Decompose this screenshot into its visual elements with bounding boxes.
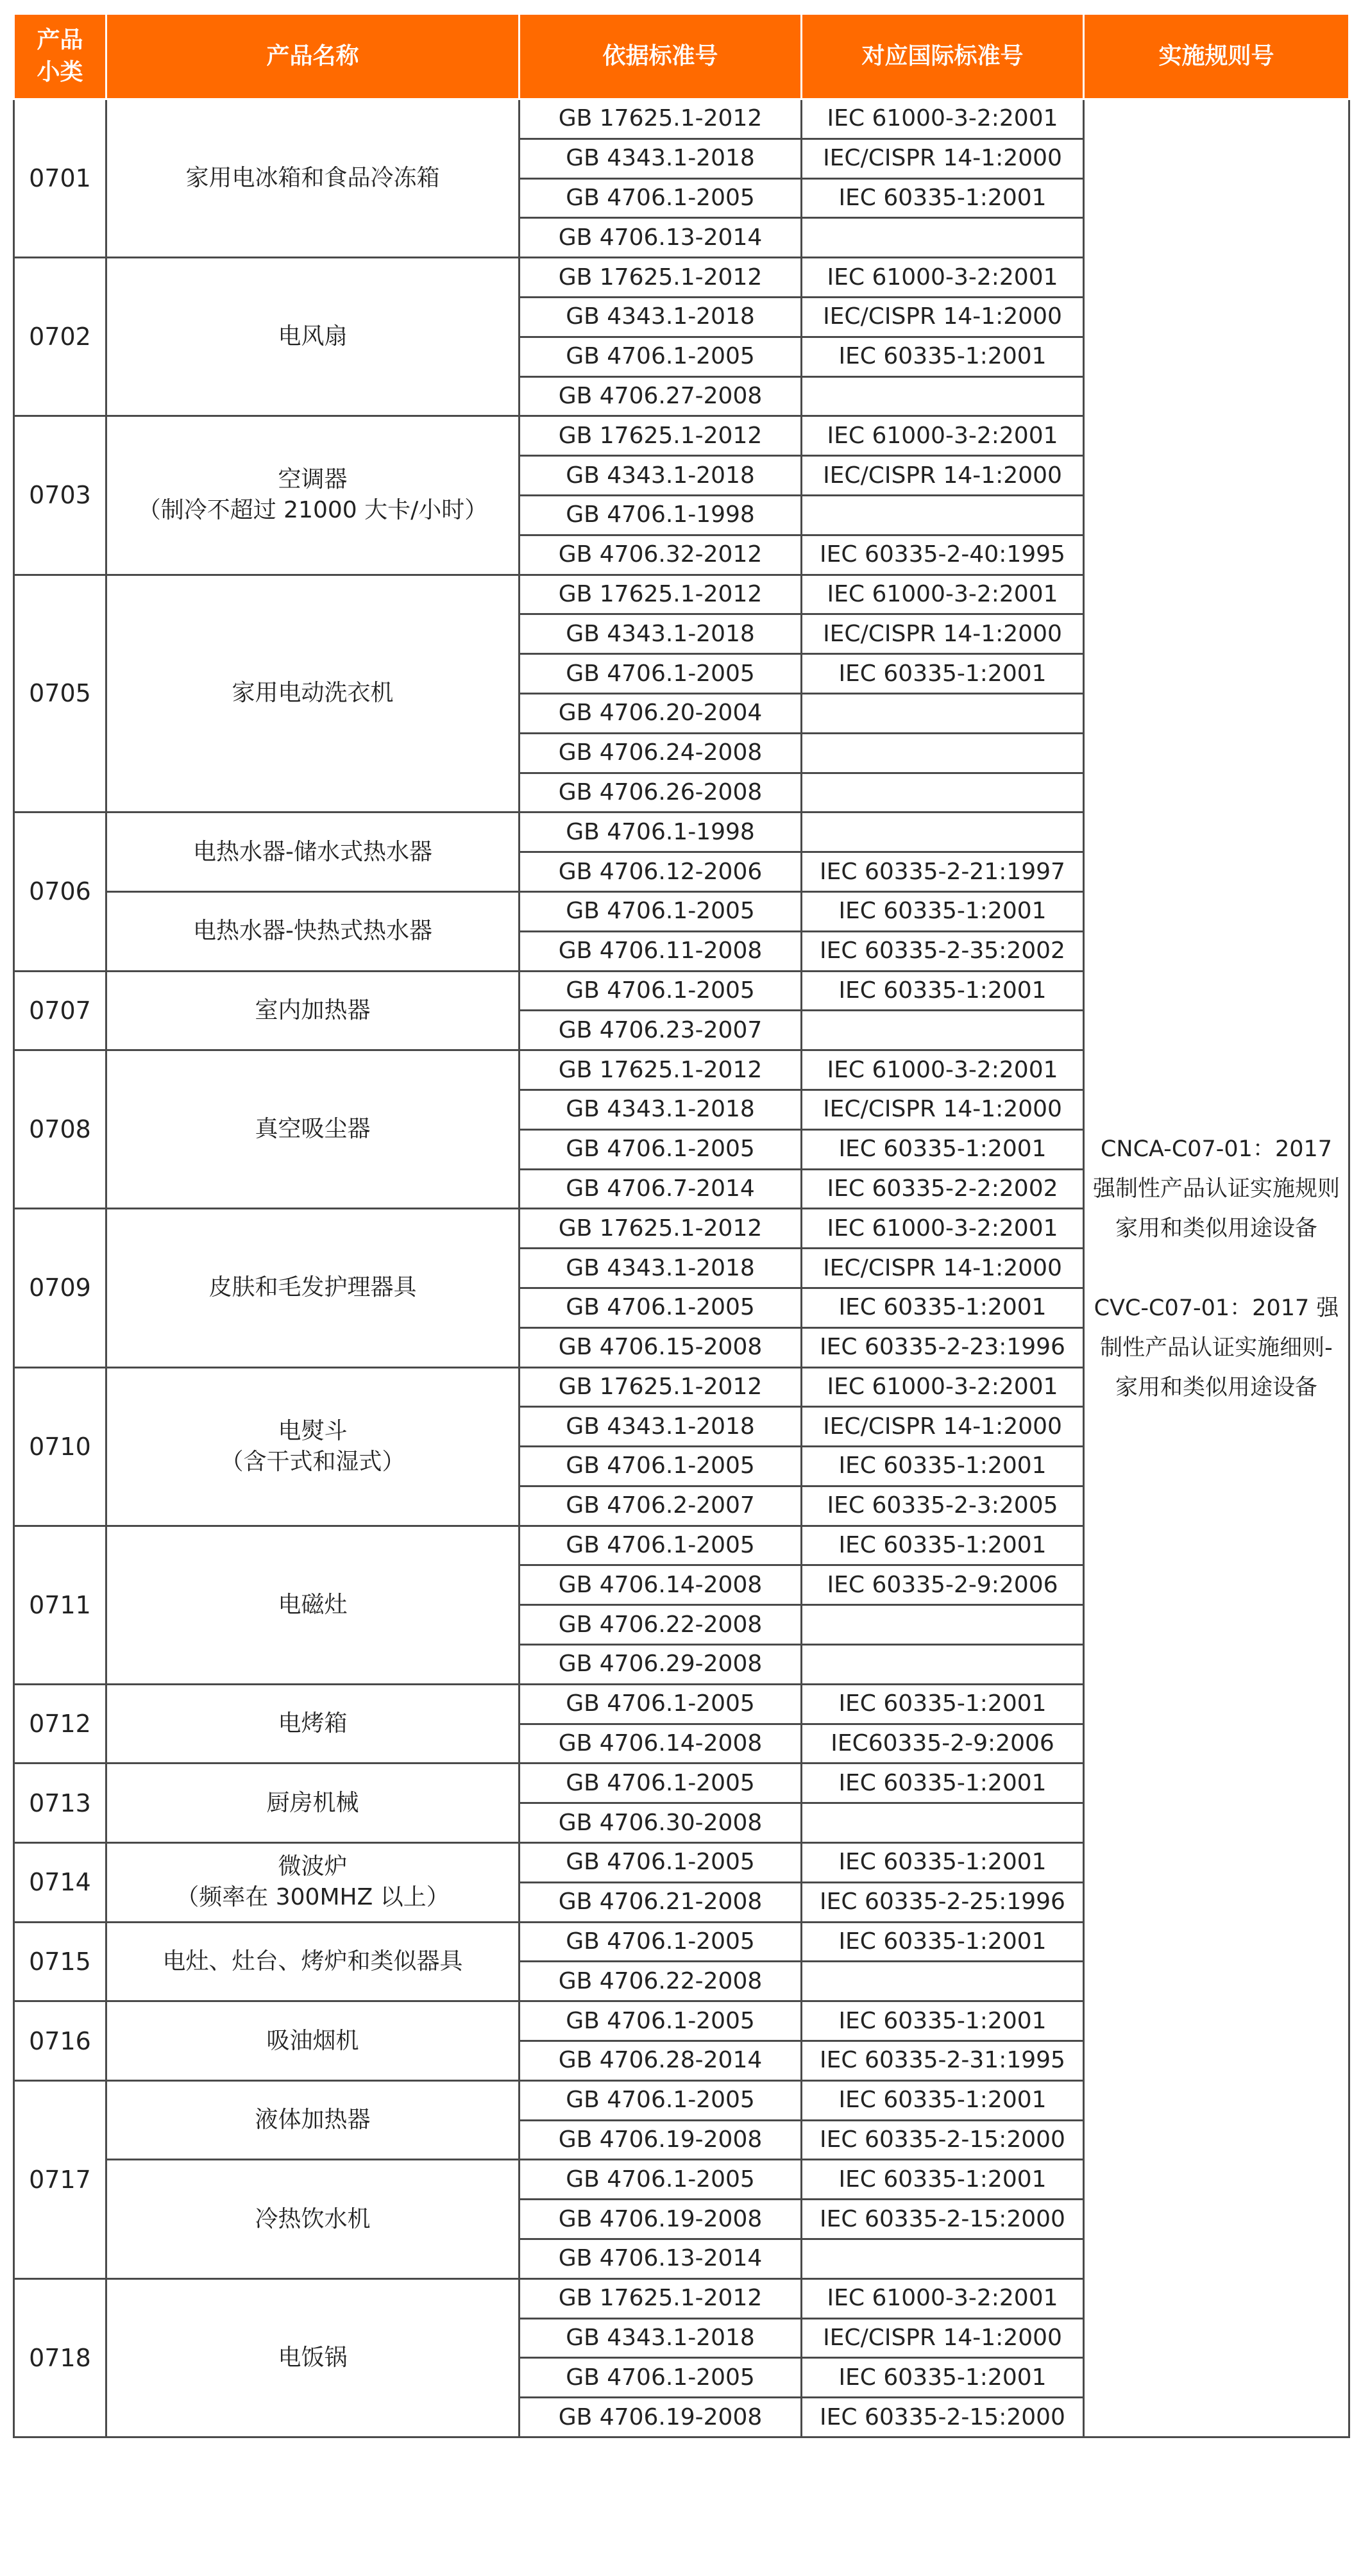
header-gb-standard: 依据标准号 — [520, 14, 802, 99]
gb-standard-cell: GB 4706.26-2008 — [520, 773, 802, 812]
category-code: 0712 — [14, 1684, 106, 1764]
product-name — [106, 812, 520, 892]
iec-standard-cell: IEC 60335-2-21:1997 — [802, 852, 1084, 892]
rule-paragraph-1: CNCA-C07-01：2017 强制性产品认证实施规则家用和类似用途设备 — [1092, 1136, 1340, 1242]
iec-standard-cell: IEC/CISPR 14-1:2000 — [802, 614, 1084, 654]
gb-standard-cell: GB 4706.15-2008 — [520, 1327, 802, 1367]
product-name-line: 冷热饮水机 — [255, 2205, 371, 2232]
gb-standard-cell: GB 4706.1-2005 — [520, 1447, 802, 1486]
gb-standard-cell: GB 4706.1-1998 — [520, 812, 802, 852]
category-code: 0708 — [14, 1050, 106, 1209]
product-name-line: （频率在 300MHZ 以上） — [176, 1884, 450, 1911]
product-name-line: 家用电动洗衣机 — [232, 680, 394, 707]
table-row — [14, 99, 1349, 139]
iec-standard-cell: IEC 60335-1:2001 — [802, 1129, 1084, 1169]
gb-standard-cell: GB 17625.1-2012 — [520, 1367, 802, 1407]
gb-standard-cell: GB 17625.1-2012 — [520, 575, 802, 614]
iec-standard-cell: IEC 60335-1:2001 — [802, 2358, 1084, 2398]
gb-standard-cell: GB 4706.1-2005 — [520, 1526, 802, 1565]
iec-standard-cell — [802, 495, 1084, 535]
iec-standard-cell — [802, 1011, 1084, 1050]
product-name — [106, 1684, 520, 1764]
gb-standard-cell: GB 4706.1-2005 — [520, 1288, 802, 1327]
iec-standard-cell: IEC 60335-2-15:2000 — [802, 2120, 1084, 2160]
gb-standard-cell: GB 4706.1-2005 — [520, 1843, 802, 1883]
iec-standard-cell: IEC 61000-3-2:2001 — [802, 1050, 1084, 1090]
product-name — [106, 1367, 520, 1526]
iec-standard-cell: IEC/CISPR 14-1:2000 — [802, 456, 1084, 496]
rule-paragraph-2: CVC-C07-01：2017 强制性产品认证实施细则-家用和类似用途设备 — [1094, 1295, 1339, 1401]
gb-standard-cell: GB 4706.1-2005 — [520, 654, 802, 694]
iec-standard-cell: IEC 60335-2-9:2006 — [802, 1565, 1084, 1605]
product-name-line: 真空吸尘器 — [255, 1116, 371, 1143]
gb-standard-cell: GB 4706.7-2014 — [520, 1169, 802, 1209]
iec-standard-cell: IEC 60335-2-3:2005 — [802, 1486, 1084, 1526]
category-code: 0714 — [14, 1843, 106, 1923]
product-name-line: 空调器 — [278, 466, 348, 493]
gb-standard-cell: GB 4343.1-2018 — [520, 1407, 802, 1447]
iec-standard-cell: IEC/CISPR 14-1:2000 — [802, 1249, 1084, 1288]
gb-standard-cell: GB 4706.19-2008 — [520, 2398, 802, 2437]
product-name — [106, 2080, 520, 2160]
iec-standard-cell: IEC 60335-1:2001 — [802, 1526, 1084, 1565]
iec-standard-cell — [802, 1803, 1084, 1843]
gb-standard-cell: GB 4706.14-2008 — [520, 1565, 802, 1605]
gb-standard-cell: GB 4706.1-2005 — [520, 337, 802, 376]
iec-standard-cell: IEC 60335-1:2001 — [802, 1288, 1084, 1327]
product-name — [106, 258, 520, 416]
product-name — [106, 971, 520, 1050]
iec-standard-cell — [802, 812, 1084, 852]
product-name — [106, 2278, 520, 2437]
product-name-line: 电烤箱 — [278, 1710, 348, 1737]
gb-standard-cell: GB 4706.22-2008 — [520, 1605, 802, 1645]
iec-standard-cell: IEC 61000-3-2:2001 — [802, 575, 1084, 614]
category-code: 0713 — [14, 1764, 106, 1843]
product-name-line: 家用电冰箱和食品冷冻箱 — [185, 165, 440, 192]
gb-standard-cell: GB 4706.27-2008 — [520, 376, 802, 416]
category-code: 0705 — [14, 575, 106, 812]
gb-standard-cell: GB 4706.23-2007 — [520, 1011, 802, 1050]
gb-standard-cell: GB 17625.1-2012 — [520, 1209, 802, 1249]
product-name — [106, 2001, 520, 2081]
product-name — [106, 99, 520, 258]
gb-standard-cell: GB 4343.1-2018 — [520, 139, 802, 178]
iec-standard-cell: IEC 60335-1:2001 — [802, 1843, 1084, 1883]
product-name-line: 电热水器-快热式热水器 — [193, 918, 432, 945]
product-name-line: 电风扇 — [278, 323, 348, 350]
iec-standard-cell: IEC 60335-2-35:2002 — [802, 931, 1084, 971]
gb-standard-cell: GB 4706.1-2005 — [520, 1764, 802, 1803]
gb-standard-cell: GB 4706.1-2005 — [520, 2358, 802, 2398]
iec-standard-cell: IEC/CISPR 14-1:2000 — [802, 297, 1084, 337]
category-code: 0707 — [14, 971, 106, 1050]
iec-standard-cell — [802, 733, 1084, 773]
iec-standard-cell: IEC 61000-3-2:2001 — [802, 416, 1084, 456]
iec-standard-cell: IEC 60335-2-15:2000 — [802, 2200, 1084, 2239]
iec-standard-cell: IEC 60335-1:2001 — [802, 971, 1084, 1011]
gb-standard-cell: GB 4706.2-2007 — [520, 1486, 802, 1526]
iec-standard-cell: IEC 61000-3-2:2001 — [802, 1367, 1084, 1407]
product-name-line: 电灶、灶台、烤炉和类似器具 — [162, 1948, 463, 1974]
iec-standard-cell: IEC 60335-1:2001 — [802, 337, 1084, 376]
rule-cell — [1084, 99, 1349, 2437]
gb-standard-cell: GB 17625.1-2012 — [520, 99, 802, 139]
header-category-line1: 产品 — [37, 27, 83, 53]
gb-standard-cell: GB 4343.1-2018 — [520, 456, 802, 496]
gb-standard-cell: GB 4706.22-2008 — [520, 1962, 802, 2001]
rule-spacer — [1091, 1249, 1342, 1288]
iec-standard-cell: IEC 61000-3-2:2001 — [802, 99, 1084, 139]
product-name — [106, 1764, 520, 1843]
product-name-line: 液体加热器 — [255, 2107, 371, 2134]
gb-standard-cell: GB 4706.30-2008 — [520, 1803, 802, 1843]
gb-standard-cell: GB 4343.1-2018 — [520, 614, 802, 654]
iec-standard-cell: IEC 60335-2-31:1995 — [802, 2041, 1084, 2081]
table-header — [14, 14, 1349, 99]
gb-standard-cell: GB 4706.1-1998 — [520, 495, 802, 535]
iec-standard-cell: IEC60335-2-9:2006 — [802, 1724, 1084, 1764]
gb-standard-cell: GB 4706.1-2005 — [520, 2080, 802, 2120]
header-category — [14, 14, 106, 99]
product-name-line: 电磁灶 — [278, 1591, 348, 1618]
iec-standard-cell: IEC 60335-1:2001 — [802, 654, 1084, 694]
gb-standard-cell: GB 4706.11-2008 — [520, 931, 802, 971]
category-code: 0702 — [14, 258, 106, 416]
gb-standard-cell: GB 4706.13-2014 — [520, 2239, 802, 2279]
iec-standard-cell: IEC 60335-1:2001 — [802, 1684, 1084, 1724]
category-code: 0711 — [14, 1526, 106, 1684]
gb-standard-cell: GB 4343.1-2018 — [520, 1090, 802, 1129]
gb-standard-cell: GB 4706.14-2008 — [520, 1724, 802, 1764]
header-product-name: 产品名称 — [106, 14, 520, 99]
iec-standard-cell: IEC 60335-1:2001 — [802, 1764, 1084, 1803]
iec-standard-cell: IEC/CISPR 14-1:2000 — [802, 1090, 1084, 1129]
iec-standard-cell: IEC 60335-1:2001 — [802, 2001, 1084, 2041]
gb-standard-cell: GB 17625.1-2012 — [520, 258, 802, 298]
product-name — [106, 575, 520, 812]
category-code: 0718 — [14, 2278, 106, 2437]
product-name-line: 吸油烟机 — [266, 2027, 359, 2054]
iec-standard-cell — [802, 218, 1084, 258]
gb-standard-cell: GB 4706.19-2008 — [520, 2120, 802, 2160]
gb-standard-cell: GB 4706.29-2008 — [520, 1645, 802, 1685]
iec-standard-cell: IEC 60335-1:2001 — [802, 178, 1084, 218]
product-name-line: 电热水器-储水式热水器 — [193, 838, 432, 865]
standards-table — [13, 13, 1350, 2438]
gb-standard-cell: GB 4706.1-2005 — [520, 2001, 802, 2041]
category-code: 0716 — [14, 2001, 106, 2081]
gb-standard-cell: GB 17625.1-2012 — [520, 416, 802, 456]
product-name — [106, 1050, 520, 1209]
gb-standard-cell: GB 4706.12-2006 — [520, 852, 802, 892]
category-code: 0701 — [14, 99, 106, 258]
gb-standard-cell: GB 4706.28-2014 — [520, 2041, 802, 2081]
category-code: 0717 — [14, 2080, 106, 2278]
gb-standard-cell: GB 4706.13-2014 — [520, 218, 802, 258]
product-name — [106, 1209, 520, 1367]
gb-standard-cell: GB 4343.1-2018 — [520, 297, 802, 337]
product-name-line: （含干式和湿式） — [220, 1448, 405, 1475]
gb-standard-cell: GB 17625.1-2012 — [520, 2278, 802, 2318]
header-row — [14, 14, 1349, 99]
product-name — [106, 2160, 520, 2278]
category-code: 0709 — [14, 1209, 106, 1367]
iec-standard-cell: IEC 60335-2-15:2000 — [802, 2398, 1084, 2437]
iec-standard-cell: IEC/CISPR 14-1:2000 — [802, 139, 1084, 178]
iec-standard-cell: IEC 60335-1:2001 — [802, 1922, 1084, 1962]
gb-standard-cell: GB 4706.1-2005 — [520, 1684, 802, 1724]
iec-standard-cell — [802, 773, 1084, 812]
gb-standard-cell: GB 4706.1-2005 — [520, 2160, 802, 2200]
iec-standard-cell: IEC 60335-1:2001 — [802, 891, 1084, 931]
iec-standard-cell: IEC 60335-1:2001 — [802, 2080, 1084, 2120]
gb-standard-cell: GB 4706.20-2004 — [520, 693, 802, 733]
iec-standard-cell: IEC 61000-3-2:2001 — [802, 1209, 1084, 1249]
product-name-line: 皮肤和毛发护理器具 — [208, 1274, 417, 1301]
gb-standard-cell: GB 4706.1-2005 — [520, 1129, 802, 1169]
gb-standard-cell: GB 4706.1-2005 — [520, 891, 802, 931]
product-name — [106, 891, 520, 971]
category-code: 0710 — [14, 1367, 106, 1526]
product-name — [106, 1843, 520, 1923]
product-name-line: 微波炉 — [278, 1853, 348, 1880]
iec-standard-cell: IEC/CISPR 14-1:2000 — [802, 2318, 1084, 2358]
product-name-line: （制冷不超过 21000 大卡/小时） — [137, 497, 488, 524]
product-name-line: 电饭锅 — [278, 2344, 348, 2371]
gb-standard-cell: GB 4706.1-2005 — [520, 971, 802, 1011]
iec-standard-cell: IEC 60335-2-23:1996 — [802, 1327, 1084, 1367]
product-name — [106, 1526, 520, 1684]
gb-standard-cell: GB 4706.19-2008 — [520, 2200, 802, 2239]
iec-standard-cell: IEC 60335-2-2:2002 — [802, 1169, 1084, 1209]
iec-standard-cell: IEC 61000-3-2:2001 — [802, 2278, 1084, 2318]
iec-standard-cell — [802, 1645, 1084, 1685]
iec-standard-cell: IEC/CISPR 14-1:2000 — [802, 1407, 1084, 1447]
iec-standard-cell — [802, 1605, 1084, 1645]
iec-standard-cell — [802, 1962, 1084, 2001]
category-code: 0715 — [14, 1922, 106, 2001]
header-category-line2: 小类 — [37, 59, 83, 85]
header-iec-standard: 对应国际标准号 — [802, 14, 1084, 99]
iec-standard-cell: IEC 61000-3-2:2001 — [802, 258, 1084, 298]
iec-standard-cell: IEC 60335-1:2001 — [802, 2160, 1084, 2200]
iec-standard-cell — [802, 693, 1084, 733]
product-name-line: 厨房机械 — [266, 1789, 359, 1816]
product-name-line: 室内加热器 — [255, 997, 371, 1023]
product-name — [106, 416, 520, 575]
product-name-line: 电熨斗 — [278, 1417, 348, 1444]
product-name — [106, 1922, 520, 2001]
header-rule-no: 实施规则号 — [1084, 14, 1349, 99]
gb-standard-cell: GB 4706.1-2005 — [520, 1922, 802, 1962]
gb-standard-cell: GB 17625.1-2012 — [520, 1050, 802, 1090]
iec-standard-cell — [802, 2239, 1084, 2279]
iec-standard-cell: IEC 60335-1:2001 — [802, 1447, 1084, 1486]
gb-standard-cell: GB 4706.24-2008 — [520, 733, 802, 773]
gb-standard-cell: GB 4706.21-2008 — [520, 1882, 802, 1922]
gb-standard-cell: GB 4343.1-2018 — [520, 1249, 802, 1288]
gb-standard-cell: GB 4706.1-2005 — [520, 178, 802, 218]
table-body — [14, 99, 1349, 2437]
category-code: 0703 — [14, 416, 106, 575]
gb-standard-cell: GB 4706.32-2012 — [520, 535, 802, 575]
category-code: 0706 — [14, 812, 106, 971]
gb-standard-cell: GB 4343.1-2018 — [520, 2318, 802, 2358]
iec-standard-cell: IEC 60335-2-25:1996 — [802, 1882, 1084, 1922]
iec-standard-cell: IEC 60335-2-40:1995 — [802, 535, 1084, 575]
iec-standard-cell — [802, 376, 1084, 416]
